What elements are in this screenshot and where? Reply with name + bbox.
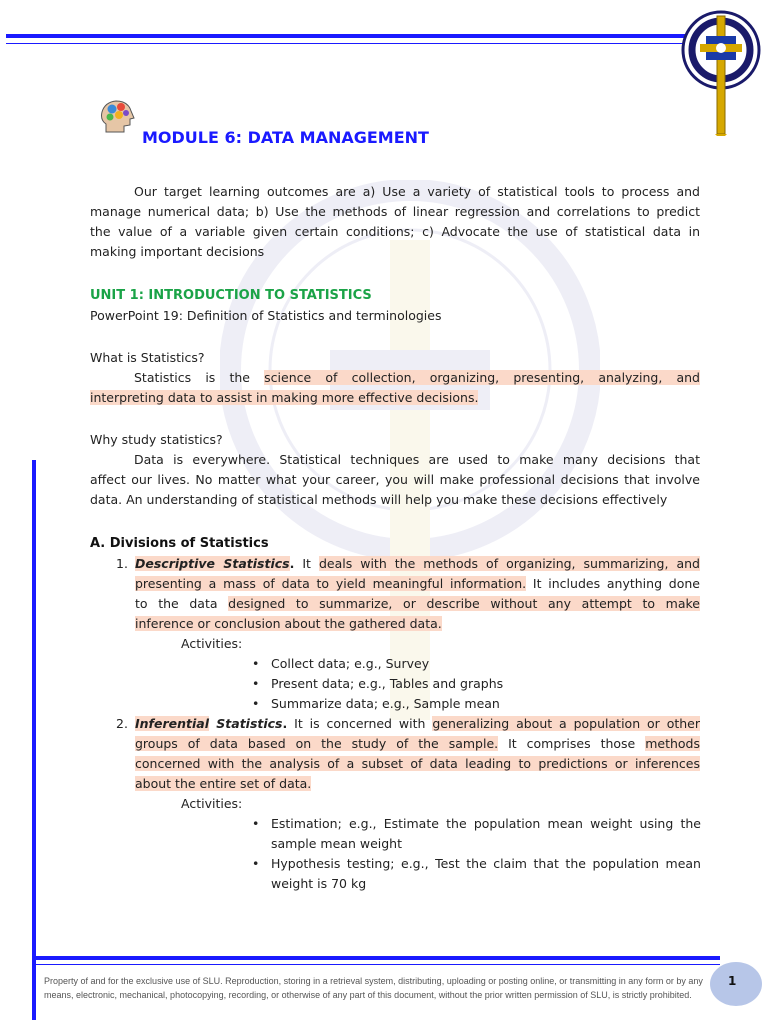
descriptive-line-2: presenting a mass of data to yield meaningful information. It includes anything done [135,576,700,591]
why-line-3: data. An understanding of statistical methods will help you make these decisions effectively [90,492,668,507]
list-item: Estimation; e.g., Estimate the population mean weight using the sample mean weight [271,816,701,851]
list-item: Hypothesis testing; e.g., Test the claim that the population mean weight is 70 kg [271,856,701,891]
what-is-line-2 [90,388,478,408]
divisions-heading: A. Divisions of Statistics [90,536,269,551]
bullet-dot: • [252,656,260,671]
highlight: presenting a mass of data to yield meaningful information. [135,576,527,591]
highlight: generalizing about a population or other [432,716,700,731]
head-gears-icon [98,98,136,136]
intro-line-4: making important decisions [90,244,265,259]
descriptive-line-3: to the data designed to summarize, or describe without any attempt to make [135,596,700,611]
descriptive-line-1: Descriptive Statistics. It deals with the methods of organizing, summarizing, and [135,556,700,571]
descriptive-line-4 [135,614,442,634]
activities-label: Activities: [181,796,243,811]
list-number-2: 2. [116,716,128,731]
highlight: designed to summarize, or describe without any attempt to make [228,596,700,611]
highlight: groups of data based on the study of the sample. [135,736,499,751]
why-line-1: Data is everywhere. Statistical techniques are used to make many decisions that [134,452,700,467]
inferential-line-4 [135,774,311,794]
intro-line-2: manage numerical data; b) Use the methods of linear regression and correlations to predict [90,204,700,219]
highlight: deals with the methods of organizing, summarizing, and [318,556,700,571]
highlight: methods [645,736,700,751]
intro-line-3: the value of a variable given certain conditions; c) Advocate the use of statistical data in [90,224,700,239]
why-question: Why study statistics? [90,432,223,447]
activities-label: Activities: [181,636,243,651]
inferential-term: Inferential [135,716,209,731]
what-is-question: What is Statistics? [90,350,205,365]
list-number-1: 1. [116,556,128,571]
unit-title: UNIT 1: INTRODUCTION TO STATISTICS [90,288,372,303]
why-line-2: affect our lives. No matter what your career, you will make professional decisions that involve [90,472,700,487]
unit-subtitle: PowerPoint 19: Definition of Statistics and terminologies [90,308,442,323]
list-item: Present data; e.g., Tables and graphs [271,676,504,691]
page-title: MODULE 6: DATA MANAGEMENT [142,128,429,147]
footer-thin-rule [36,964,720,965]
bullet-dot: • [252,856,260,871]
descriptive-term: Descriptive Statistics [135,556,290,571]
header-thin-rule [6,43,696,44]
what-is-line-1: Statistics is the science of collection, organizing, presenting, analyzing, and [134,370,700,385]
intro-line-1: Our target learning outcomes are a) Use a variety of statistical tools to process and [134,184,700,199]
list-item: Collect data; e.g., Survey [271,656,430,671]
highlight: concerned with the analysis of a subset of data leading to predictions or inferences [135,756,700,771]
highlight: science of collection, organizing, presenting, analyzing, and [264,370,700,385]
bullet-dot: • [252,676,260,691]
inferential-line-2: groups of data based on the study of the sample. It comprises those methods [135,736,700,751]
highlight: inference or conclusion about the gathered data. [135,616,442,631]
list-item: Summarize data; e.g., Sample mean [271,696,500,711]
copyright-notice: Property of and for the exclusive use of SLU. Reproduction, storing in a retrieval system, distributing, uploading or posting online, or transmitting in any form or by any means, electronic, mechanical, photocopying, recording, or otherwise of any part of this document, without the prior written permission of SLU, is strictly prohibited. [44,976,703,1000]
highlight: about the entire set of data. [135,776,312,791]
header-rule [6,34,696,38]
page-number-badge [710,962,762,1006]
highlight: interpreting data to assist in making more effective decisions. [90,390,479,405]
slu-seal-icon [680,6,762,136]
inferential-line-3 [135,754,700,774]
page-number: 1 [728,974,737,988]
inferential-line-1: Inferential Statistics. It is concerned with generalizing about a population or other [135,716,700,731]
left-rule [32,460,36,1020]
bullet-dot: • [252,816,260,831]
bullet-dot: • [252,696,260,711]
footer-rule [36,956,720,960]
